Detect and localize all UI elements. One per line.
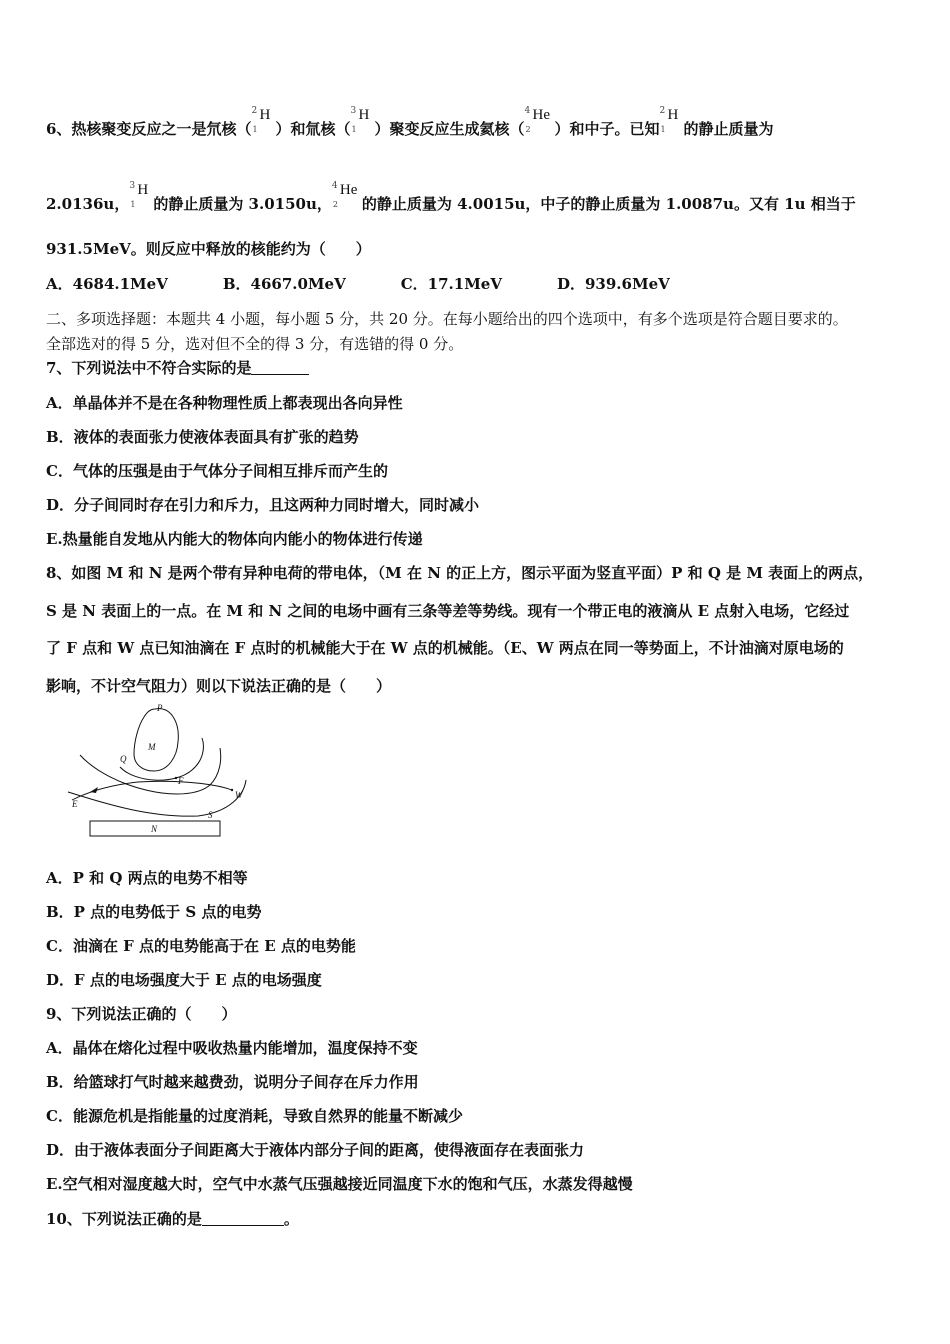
isotope-deuterium: [251, 106, 275, 136]
q10-stem: [46, 1208, 299, 1229]
q6-line-1: [46, 106, 774, 139]
isotope-helium-2: [331, 181, 362, 211]
mass-number: 2: [659, 106, 666, 116]
q7-stem: [46, 357, 309, 378]
q9-option-b[interactable]: B．给篮球打气时越来越费劲，说明分子间存在斥力作用: [46, 1073, 419, 1091]
isotope-tritium: [350, 106, 374, 136]
atomic-number: 1: [252, 125, 258, 134]
mass-number: 3: [129, 181, 136, 191]
q6-line-2: [46, 181, 856, 214]
q9-option-d[interactable]: D．由于液体表面分子间距离大于液体内部分子间的距离，使得液面存在表面张力: [46, 1141, 585, 1159]
isotope-deuterium-2: [659, 106, 684, 136]
q6-line-3: 931.5MeV。则反应中释放的核能约为（ ）: [46, 240, 371, 258]
element-symbol: H: [137, 182, 149, 198]
point-w: [231, 789, 233, 791]
q6-text-3: ）聚变反应生成氦核（: [374, 120, 525, 138]
section2-instructions-1: 二、多项选择题：本题共 4 小题，每小题 5 分，共 20 分。在每小题给出的四个选项中，有多个选项是符合题目要求的。: [46, 310, 848, 328]
atomic-number: 1: [351, 125, 357, 134]
label-s: S: [208, 810, 213, 820]
q7-option-b[interactable]: B．液体的表面张力使液体表面具有扩张的趋势: [46, 428, 359, 446]
element-symbol: He: [532, 107, 550, 123]
q9-option-c[interactable]: C．能源危机是指能量的过度消耗，导致自然界的能量不断减少: [46, 1107, 463, 1125]
label-q: Q: [120, 754, 127, 764]
q6-text-8: 的静止质量为 4.0015u，中子的静止质量为 1.0087u。又有 1u 相当于: [361, 195, 856, 213]
q10-end: 。: [283, 1210, 299, 1228]
mass-number: 3: [350, 106, 357, 116]
label-e: E: [72, 799, 78, 809]
q6-options: [46, 273, 725, 294]
q8-stem-4: 影响，不计空气阻力）则以下说法正确的是（ ）: [46, 677, 392, 695]
q7-stem-text: 7、下列说法中不符合实际的是: [46, 359, 252, 377]
q7-option-d[interactable]: D．分子间同时存在引力和斥力，且这两种力同时增大，同时减小: [46, 496, 480, 514]
label-n: N: [151, 824, 158, 834]
label-m: M: [148, 742, 156, 752]
isotope-helium: [524, 106, 554, 136]
q10-stem-text: 10、下列说法正确的是: [46, 1210, 202, 1228]
element-symbol: H: [667, 107, 679, 123]
answer-blank[interactable]: [202, 1211, 284, 1226]
q6-text-6: 2.0136u，: [46, 195, 130, 213]
q8-option-b[interactable]: B．P 点的电势低于 S 点的电势: [46, 903, 262, 921]
q6-text-2: ）和氚核（: [275, 120, 351, 138]
mass-number: 2: [251, 106, 258, 116]
mass-number: 4: [331, 181, 338, 191]
q6-text-4: ）和中子。已知: [554, 120, 660, 138]
q8-stem-2: S 是 N 表面上的一点。在 M 和 N 之间的电场中画有三条等差等势线。现有一个带正电的液滴从 E 点射入电场，它经过: [46, 602, 850, 620]
atomic-number: 2: [332, 200, 338, 209]
section2-instructions-2: 全部选对的得 5 分，选对但不全的得 3 分，有选错的得 0 分。: [46, 335, 464, 353]
mass-number: 4: [524, 106, 531, 116]
atomic-number: 1: [130, 200, 136, 209]
isotope-tritium-2: [129, 181, 153, 211]
element-symbol: He: [339, 182, 358, 198]
q8-option-d[interactable]: D．F 点的电场强度大于 E 点的电场强度: [46, 971, 322, 989]
q6-option-b[interactable]: B．4667.0MeV: [222, 275, 346, 293]
q6-text-1: 6、热核聚变反应之一是氘核（: [46, 120, 252, 138]
atomic-number: 2: [525, 125, 531, 134]
q6-text-5: 的静止质量为: [683, 120, 774, 138]
q7-option-c[interactable]: C．气体的压强是由于气体分子间相互排斥而产生的: [46, 462, 388, 480]
label-w: W: [235, 790, 243, 800]
q7-option-a[interactable]: A．单晶体并不是在各种物理性质上都表现出各向异性: [46, 394, 403, 412]
q8-stem-1: 8、如图 M 和 N 是两个带有异种电荷的带电体，（M 在 N 的正上方，图示平面为竖直平面）P 和 Q 是 M 表面上的两点，: [46, 564, 874, 582]
q7-option-e[interactable]: E.热量能自发地从内能大的物体向内能小的物体进行传递: [46, 530, 423, 548]
q9-stem: 9、下列说法正确的（ ）: [46, 1005, 237, 1023]
point-f: [175, 777, 177, 779]
atomic-number: 1: [660, 125, 666, 134]
label-f: F: [178, 776, 184, 786]
q8-option-a[interactable]: A．P 和 Q 两点的电势不相等: [46, 869, 248, 887]
equipotential-line-3: [68, 780, 246, 816]
q6-text-7: 的静止质量为 3.0150u，: [153, 195, 332, 213]
q8-stem-3: 了 F 点和 W 点已知油滴在 F 点时的机械能大于在 W 点的机械能。（E、W 两点在同一等势面上，不计油滴对原电场的: [46, 639, 844, 657]
q6-option-d[interactable]: D．939.6MeV: [556, 275, 670, 293]
q6-option-c[interactable]: C．17.1MeV: [400, 275, 502, 293]
charged-body-m: [134, 709, 178, 771]
label-p: P: [157, 703, 163, 713]
answer-blank[interactable]: [251, 360, 309, 375]
element-symbol: H: [358, 107, 370, 123]
trajectory-arrow-icon: [90, 787, 98, 793]
electric-field-figure: [60, 700, 260, 845]
q6-option-a[interactable]: A．4684.1MeV: [46, 275, 168, 293]
element-symbol: H: [259, 107, 271, 123]
equipotential-line-1: [120, 738, 203, 780]
q9-option-a[interactable]: A．晶体在熔化过程中吸收热量内能增加，温度保持不变: [46, 1039, 418, 1057]
q9-option-e[interactable]: E.空气相对湿度越大时，空气中水蒸气压强越接近同温度下水的饱和气压，水蒸发得越慢: [46, 1175, 633, 1193]
q8-option-c[interactable]: C．油滴在 F 点的电势能高于在 E 点的电势能: [46, 937, 356, 955]
